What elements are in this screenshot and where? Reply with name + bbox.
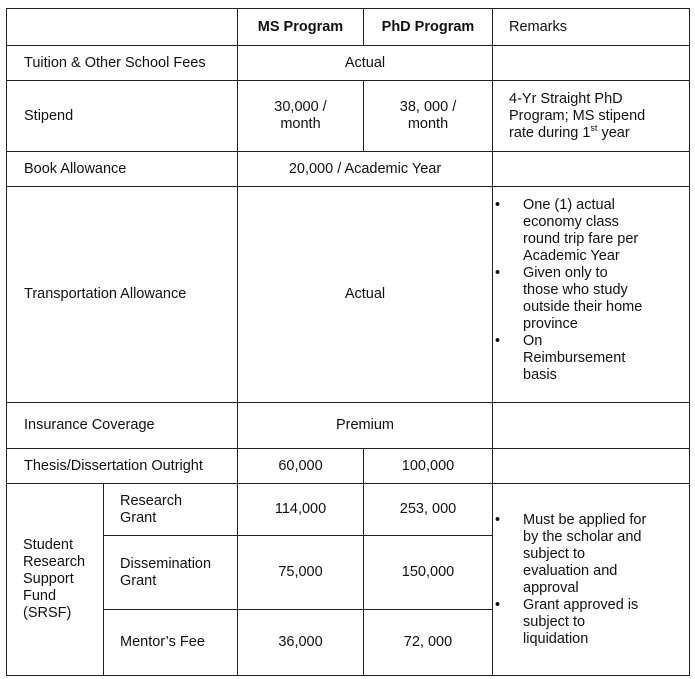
row-tuition [7,46,690,81]
tuition-value: Actual [238,46,493,81]
mentor-fee-phd-value: 72, 000 [364,610,493,676]
transport-value: Actual [238,187,493,403]
stipend-ms-value [238,81,364,152]
stipend-remarks-line2: Program; MS stipend [509,107,646,124]
insurance-label: Insurance Coverage [7,403,238,449]
bullet-icon: • [495,197,501,213]
scholarship-benefits-table [6,8,690,676]
mentor-fee-ms-value: 36,000 [238,610,364,676]
tuition-remarks [493,46,690,81]
book-label: Book Allowance [7,152,238,187]
stipend-remarks-line1: 4-Yr Straight PhD [509,90,623,107]
book-value: 20,000 / Academic Year [238,152,493,187]
thesis-label: Thesis/Dissertation Outright [7,449,238,484]
bullet-icon: • [495,333,501,349]
transport-remark-1: • One (1) actual economy class round trip fare per Academic Year [495,197,639,264]
row-insurance [7,403,690,449]
research-grant-phd-value: 253, 000 [364,484,493,536]
dissemination-grant-label: Dissemination Grant [104,536,238,610]
bullet-icon: • [495,596,501,613]
stipend-ms-line2: month [280,116,321,132]
srsf-remarks-list [493,512,689,648]
srsf-label: Student Research Support Fund (SRSF) [7,484,104,676]
transport-remark-3: • On Reimbursement basis [495,333,626,383]
book-remarks [493,152,690,187]
row-transportation [7,187,690,403]
stipend-phd-value [364,81,493,152]
thesis-remarks [493,449,690,484]
tuition-label: Tuition & Other School Fees [7,46,238,81]
dissemination-grant-phd-value: 150,000 [364,536,493,610]
dissemination-grant-ms-value: 75,000 [238,536,364,610]
row-research-grant [7,484,690,536]
srsf-remark-1: • Must be applied for by the scholar and subject to evaluation and approval [495,511,647,596]
insurance-value: Premium [238,403,493,449]
research-grant-label: Research Grant [104,484,238,536]
thesis-ms-value: 60,000 [238,449,364,484]
bullet-icon: • [495,511,501,528]
transport-remark-2: • Given only to those who study outside their home province [495,265,643,332]
stipend-remarks [493,81,690,152]
transport-remarks-list [493,197,689,384]
header-phd-program: PhD Program [364,9,493,46]
row-stipend [7,81,690,152]
row-book-allowance [7,152,690,187]
research-grant-ms-value: 114,000 [238,484,364,536]
row-thesis-outright [7,449,690,484]
stipend-phd-line2: month [407,116,449,132]
stipend-ms-line1: 30,000 / [274,99,327,115]
mentor-fee-label: Mentor’s Fee [104,610,238,676]
srsf-remark-2: • Grant approved is subject to liquidation [495,596,639,647]
transport-label: Transportation Allowance [7,187,238,403]
thesis-phd-value: 100,000 [364,449,493,484]
stipend-remarks-line3: rate during 1st year [509,122,630,141]
insurance-remarks [493,403,690,449]
stipend-label: Stipend [7,81,238,152]
header-ms-program: MS Program [238,9,364,46]
header-remarks: Remarks [493,9,690,46]
header-row [7,9,690,46]
bullet-icon: • [495,265,501,281]
header-blank-cell [7,9,238,46]
stipend-phd-line1: 38, 000 / [399,99,457,115]
transport-remarks [493,187,690,403]
srsf-remarks [493,484,690,676]
